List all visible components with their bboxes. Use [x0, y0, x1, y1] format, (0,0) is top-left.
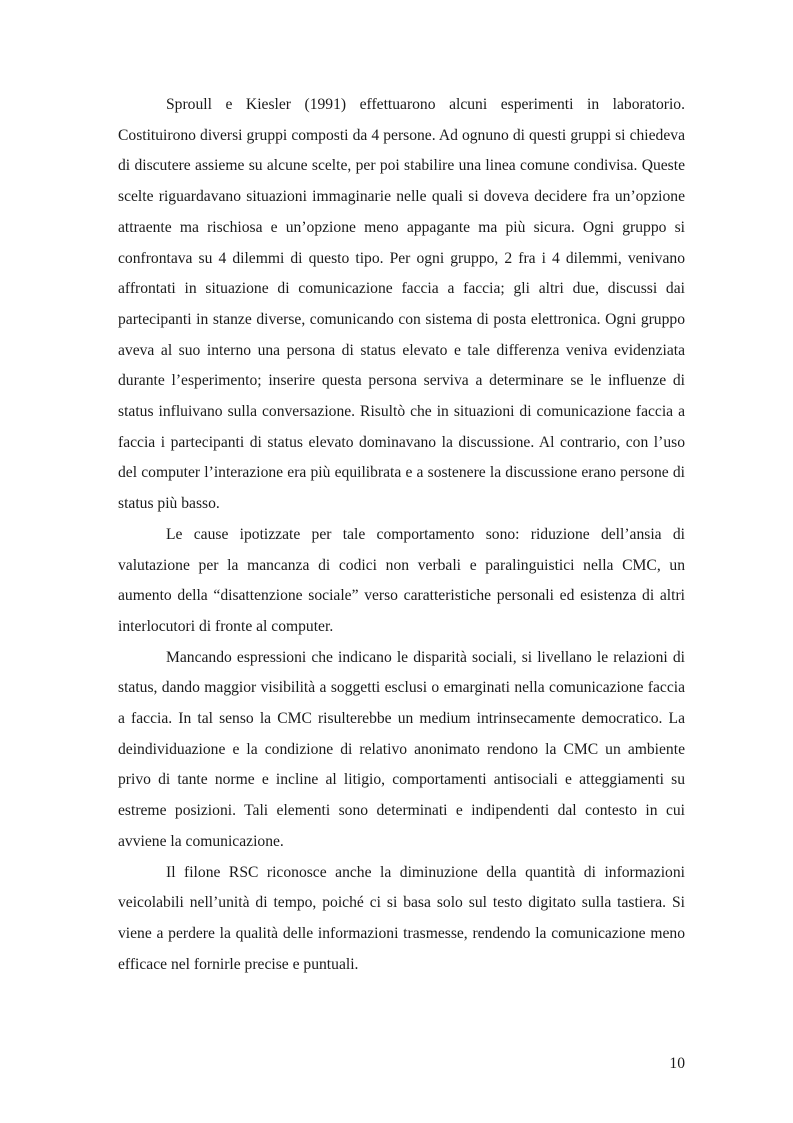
paragraph-3: Mancando espressioni che indicano le disparità sociali, si livellano le relazioni di status, dando maggior visibilità a soggetti esclusi o emarginati nella comunicazione faccia a faccia. In tal senso la CMC risulterebbe un medium intrinsecamente democratico. La deindividuazione e la condizione di relativo anonimato rendono la CMC un ambiente privo di tante norme e incline al litigio, comportamenti antisociali e atteggiamenti su estreme posizioni. Tali elementi sono determinati e indipendenti dal contesto in cui avviene la comunicazione. [118, 648, 685, 850]
paragraph-1: Sproull e Kiesler (1991) effettuarono alcuni esperimenti in laboratorio. Costituirono diversi gruppi composti da 4 persone. Ad ognuno di questi gruppi si chiedeva di discutere assieme su alcune scelte, per poi stabilire una linea comune condivisa. Queste scelte riguardavano situazioni immaginarie nelle quali si doveva decidere fra un’opzione attraente ma rischiosa e un’opzione meno appagante ma più sicura. Ogni gruppo si confrontava su 4 dilemmi di questo tipo. Per ogni gruppo, 2 fra i 4 dilemmi, venivano affrontati in situazione di comunicazione faccia a faccia; gli altri due, discussi dai partecipanti in stanze diverse, comunicando con sistema di posta elettronica. Ogni gruppo aveva al suo interno una persona di status elevato e tale differenza veniva evidenziata durante l’esperimento; inserire questa persona serviva a determinare se le influenze di status influivano sulla conversazione. Risultò che in situazioni di comunicazione faccia a faccia i partecipanti di status elevato dominavano la discussione. Al contrario, con l’uso del computer l’interazione era più equilibrata e a sostenere la discussione erano persone di status più basso. [118, 96, 685, 513]
page-number: 10 [669, 1055, 685, 1072]
paragraph-2: Le cause ipotizzate per tale comportamento sono: riduzione dell’ansia di valutazione per la mancanza di codici non verbali e paralinguistici nella CMC, un aumento della “disattenzione sociale” verso caratteristiche personali ed esistenza di altri interlocutori di fronte al computer. [118, 525, 685, 635]
body-text [118, 90, 685, 980]
paragraph-4: Il filone RSC riconosce anche la diminuzione della quantità di informazioni veicolabili nell’unità di tempo, poiché ci si basa solo sul testo digitato sulla tastiera. Si viene a perdere la qualità delle informazioni trasmesse, rendendo la comunicazione meno efficace nel fornirle precise e puntuali. [118, 863, 685, 973]
